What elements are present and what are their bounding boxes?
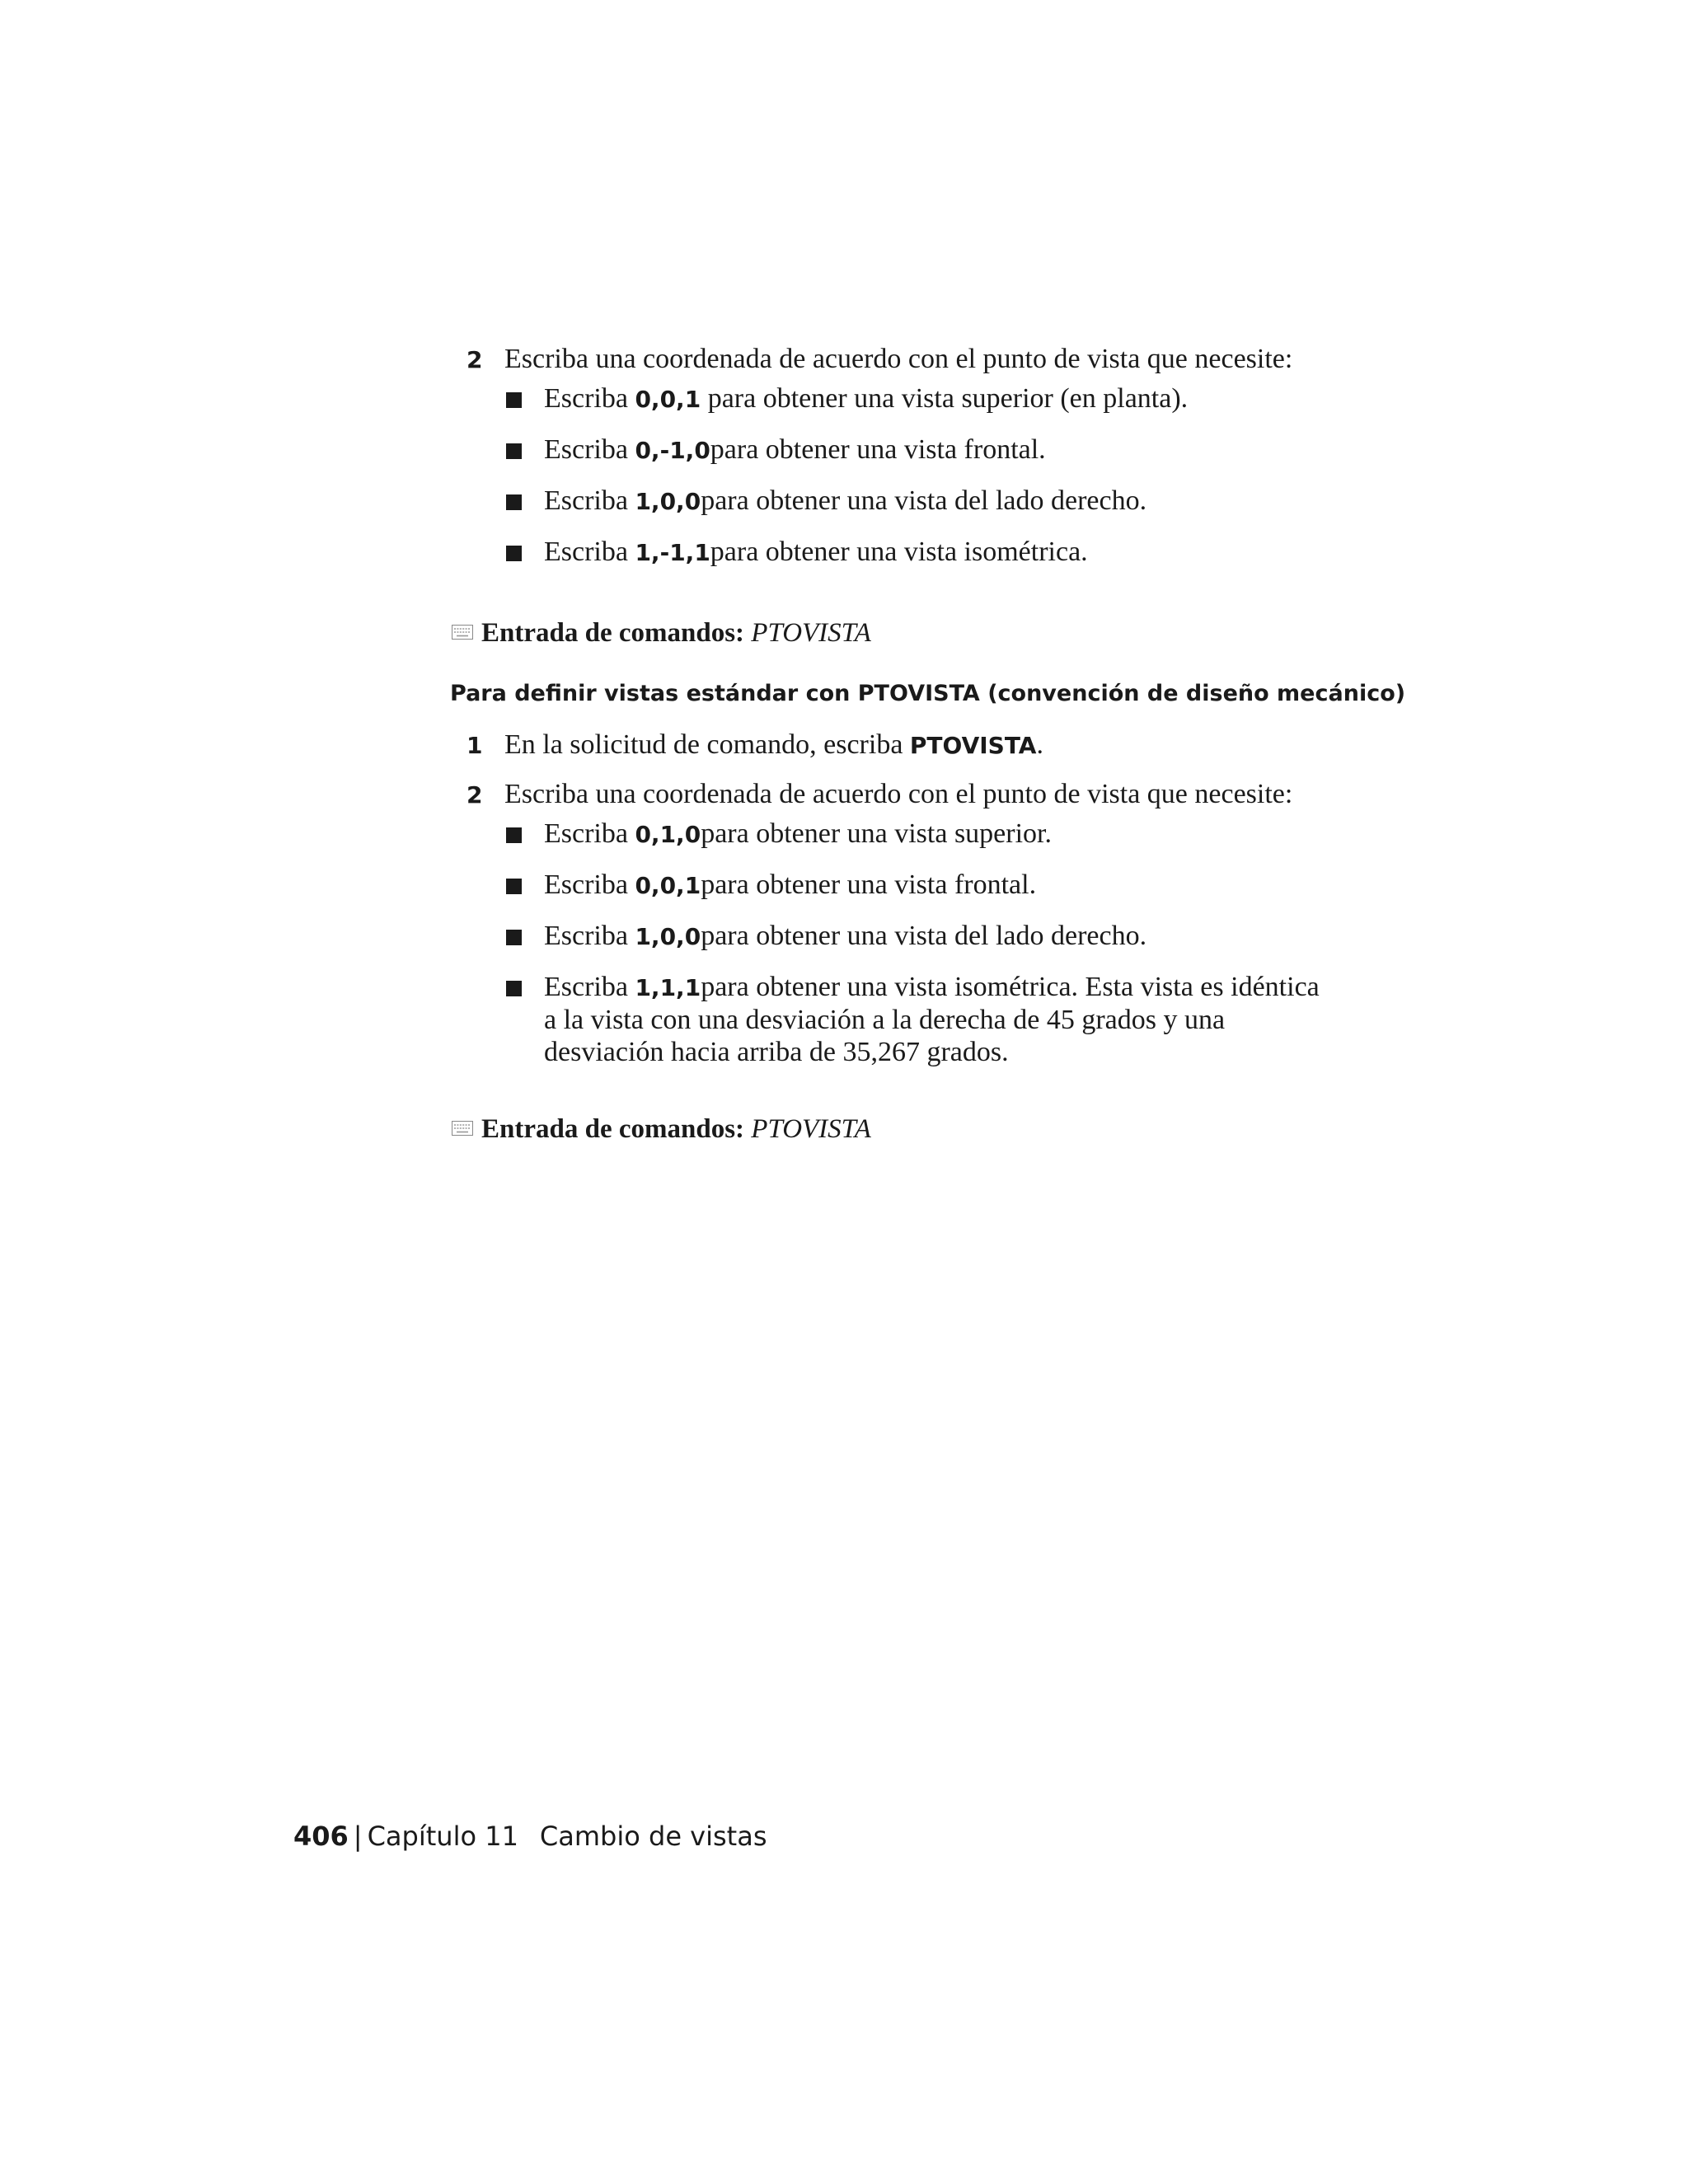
- bullet-square-icon: [506, 494, 522, 510]
- coordinate-code: 0,0,1: [635, 872, 701, 899]
- step-2: [467, 343, 1292, 377]
- coordinate-code: 1,0,0: [635, 923, 701, 950]
- bullet-square-icon: [506, 879, 522, 894]
- procedure-heading: Para definir vistas estándar con PTOVISTA (convención de diseño mecánico): [450, 681, 1406, 706]
- step-number: 2: [467, 346, 483, 373]
- bullet-square-icon: [506, 827, 522, 843]
- bullet-square-icon: [506, 981, 522, 996]
- footer-separator: |: [353, 1821, 363, 1852]
- command-entry-label: Entrada de comandos:: [481, 618, 745, 648]
- command-entry-label: Entrada de comandos:: [481, 1114, 745, 1144]
- command-name: PTOVISTA: [909, 732, 1037, 759]
- page-footer: [293, 1820, 767, 1853]
- coordinate-code: 1,0,0: [635, 488, 701, 515]
- command-entry-value: PTOVISTA: [751, 1114, 871, 1144]
- bullet-square-icon: [506, 930, 522, 945]
- coordinate-code: 0,0,1: [635, 386, 701, 413]
- page-number: 406: [293, 1821, 349, 1852]
- chapter-title: Cambio de vistas: [539, 1821, 767, 1852]
- bullet-square-icon: [506, 443, 522, 459]
- step-text: Escriba una coordenada de acuerdo con el punto de vista que necesite:: [504, 779, 1293, 809]
- step-1: 1 En la solicitud de comando, escriba PTOVISTA.: [467, 729, 1043, 762]
- coordinate-code: 1,-1,1: [635, 539, 710, 566]
- bullet-square-icon: [506, 546, 522, 561]
- coordinate-code: 1,1,1: [635, 974, 701, 1001]
- bullet-square-icon: [506, 392, 522, 408]
- step-text: Escriba una coordenada de acuerdo con el punto de vista que necesite:: [504, 344, 1293, 374]
- coordinate-code: 0,1,0: [635, 821, 701, 848]
- keyboard-icon: [452, 625, 473, 640]
- step-number: 2: [467, 781, 483, 808]
- step-number: 1: [467, 732, 483, 759]
- command-entry-value: PTOVISTA: [751, 618, 871, 648]
- step-2: [467, 778, 1292, 812]
- coordinate-code: 0,-1,0: [635, 437, 710, 464]
- chapter-label: Capítulo 11: [367, 1821, 518, 1852]
- keyboard-icon: [452, 1121, 473, 1136]
